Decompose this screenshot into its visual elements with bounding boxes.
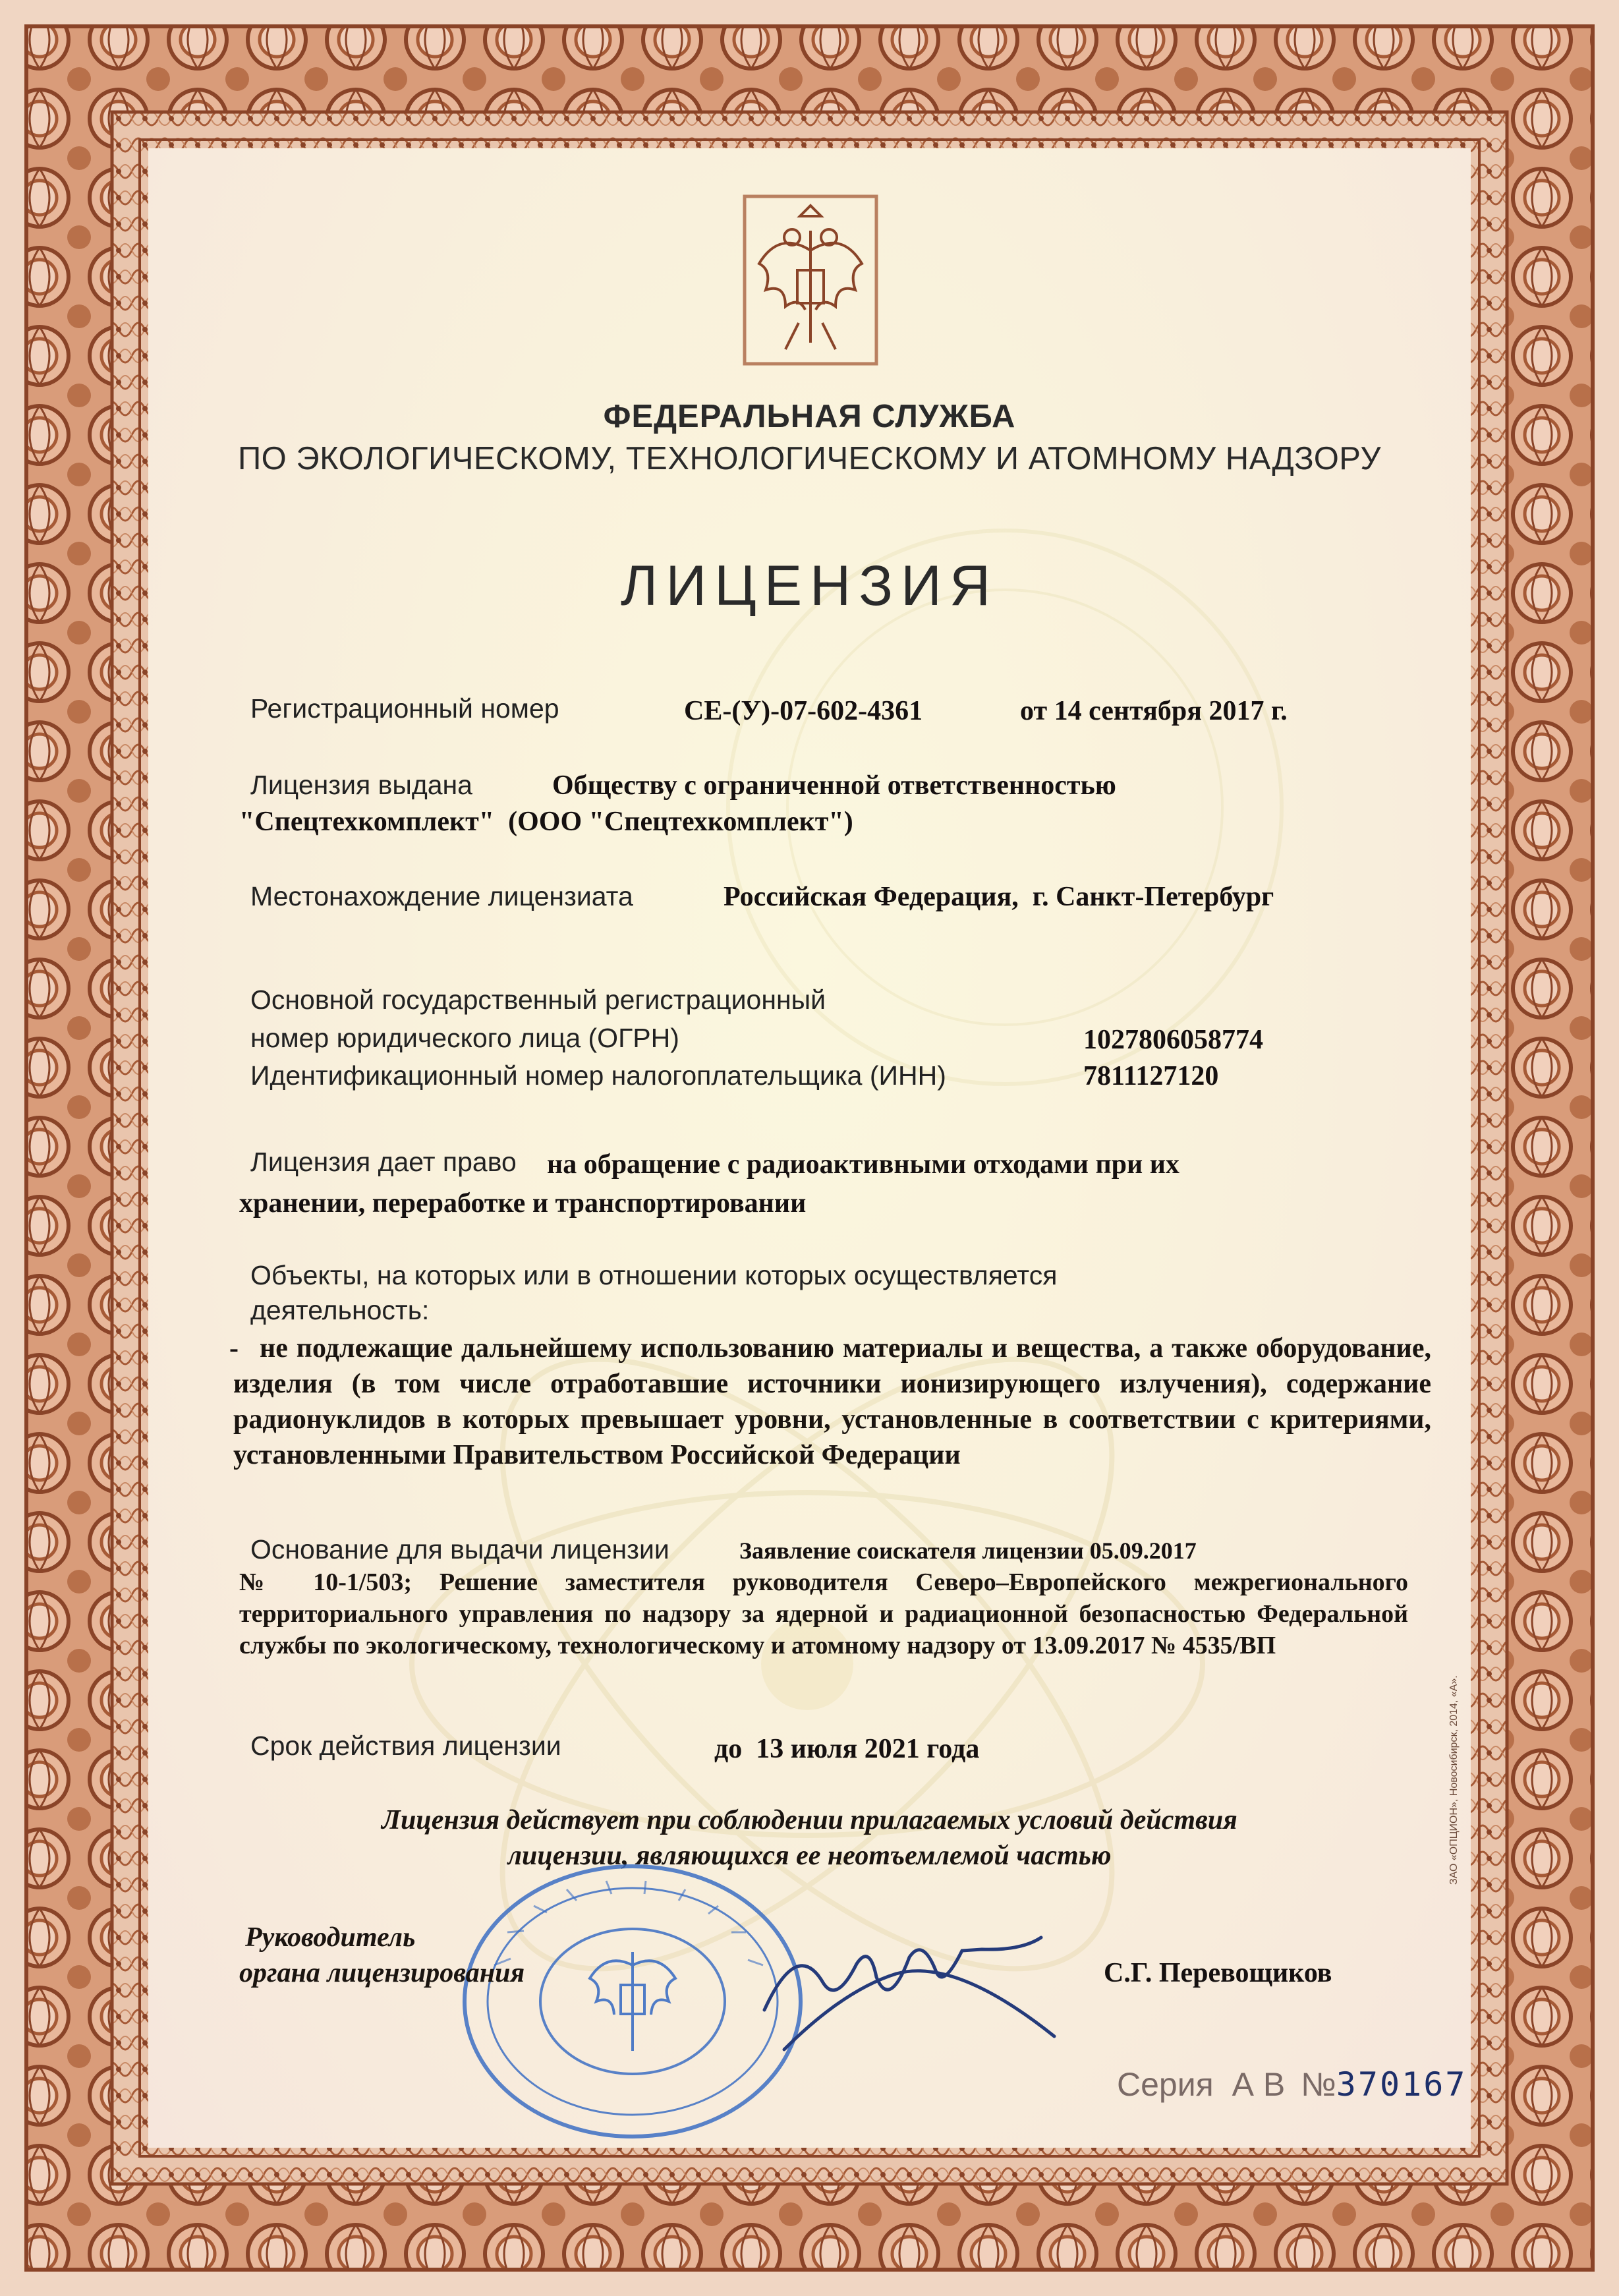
issued-to-line2: "Спецтехкомплект" (ООО "Спецтехкомплект"): [239, 807, 853, 837]
location-label: Местонахождение лицензиата: [250, 881, 633, 911]
validity-label: Срок действия лицензии: [250, 1731, 561, 1761]
rights-line2: хранении, переработке и транспортировании: [239, 1188, 807, 1219]
issued-to-label: Лицензия выдана: [250, 770, 472, 800]
series-block: [1117, 2065, 1467, 2104]
series-letters: А В: [1232, 2066, 1286, 2103]
rights-line1: на обращение с радиоактивными отходами при их: [547, 1149, 1179, 1180]
page-title: ЛИЦЕНЗИЯ: [620, 554, 999, 617]
inn-value: 7811127120: [1083, 1061, 1219, 1091]
registration-label: Регистрационный номер: [250, 693, 559, 724]
location-value: Российская Федерация, г. Санкт-Петербург: [724, 882, 1274, 912]
signature: [745, 1911, 1061, 2069]
registration-date: от 14 сентября 2017 г.: [1020, 696, 1288, 726]
objects-text: не подлежащие дальнейшему использованию материалы и вещества, а также оборудование, изделия (в том числе отработавшие источники ионизирующего излучения), содержание радионуклидов в которых превышает уровни, установленные в соответствии с критериями, установленными Правительством Российской Федерации: [233, 1333, 1431, 1470]
series-label: Серия: [1117, 2066, 1214, 2103]
inn-label: Идентификационный номер налогоплательщика (ИНН): [250, 1060, 946, 1091]
objects-label-line1: Объекты, на которых или в отношении которых осуществляется: [250, 1260, 1058, 1290]
series-number-sign: №: [1301, 2066, 1336, 2103]
signatory-title-line1: Руководитель: [245, 1922, 416, 1953]
agency-line2: ПО ЭКОЛОГИЧЕСКОМУ, ТЕХНОЛОГИЧЕСКОМУ И АТОМНОМУ НАДЗОРУ: [237, 441, 1382, 476]
coat-of-arms-icon: [739, 191, 882, 369]
ogrn-value: 1027806058774: [1083, 1025, 1263, 1055]
basis-line1: Заявление соискателя лицензии 05.09.2017: [739, 1537, 1197, 1564]
ogrn-label-line1: Основной государственный регистрационный: [250, 985, 826, 1015]
agency-line1: ФЕДЕРАЛЬНАЯ СЛУЖБА: [603, 399, 1016, 434]
objects-bullet: -: [229, 1333, 239, 1363]
basis-label: Основание для выдачи лицензии: [250, 1534, 669, 1564]
conditions-line2: лицензии, являющихся ее неотъемлемой частью: [507, 1841, 1112, 1871]
registration-number: СЕ-(У)-07-602-4361: [684, 696, 923, 726]
issued-to-line1: Обществу с ограниченной ответственностью: [552, 770, 1116, 801]
conditions-line1: Лицензия действует при соблюдении прилагаемых условий действия: [382, 1805, 1237, 1835]
printer-note: ЗАО «ОПЦИОН», Новосибирск, 2014, «А».: [1448, 1675, 1460, 1885]
series-number: 370167: [1336, 2065, 1467, 2104]
validity-value: до 13 июля 2021 года: [714, 1734, 980, 1764]
objects-label-line2: деятельность:: [250, 1295, 430, 1325]
signatory-name: С.Г. Перевощиков: [1104, 1958, 1332, 1988]
rights-label: Лицензия дает право: [250, 1147, 517, 1177]
signatory-title-line2: органа лицензирования: [239, 1958, 525, 1988]
ogrn-label-line2: номер юридического лица (ОГРН): [250, 1023, 679, 1053]
basis-text: № 10-1/503; Решение заместителя руководителя Северо–Европейского межрегионального территориального управления по надзору за ядерной и радиационной безопасностью Федеральной службы по экологическому, технологическому и атомному надзору от 13.09.2017 № 4535/ВП: [239, 1568, 1408, 1659]
